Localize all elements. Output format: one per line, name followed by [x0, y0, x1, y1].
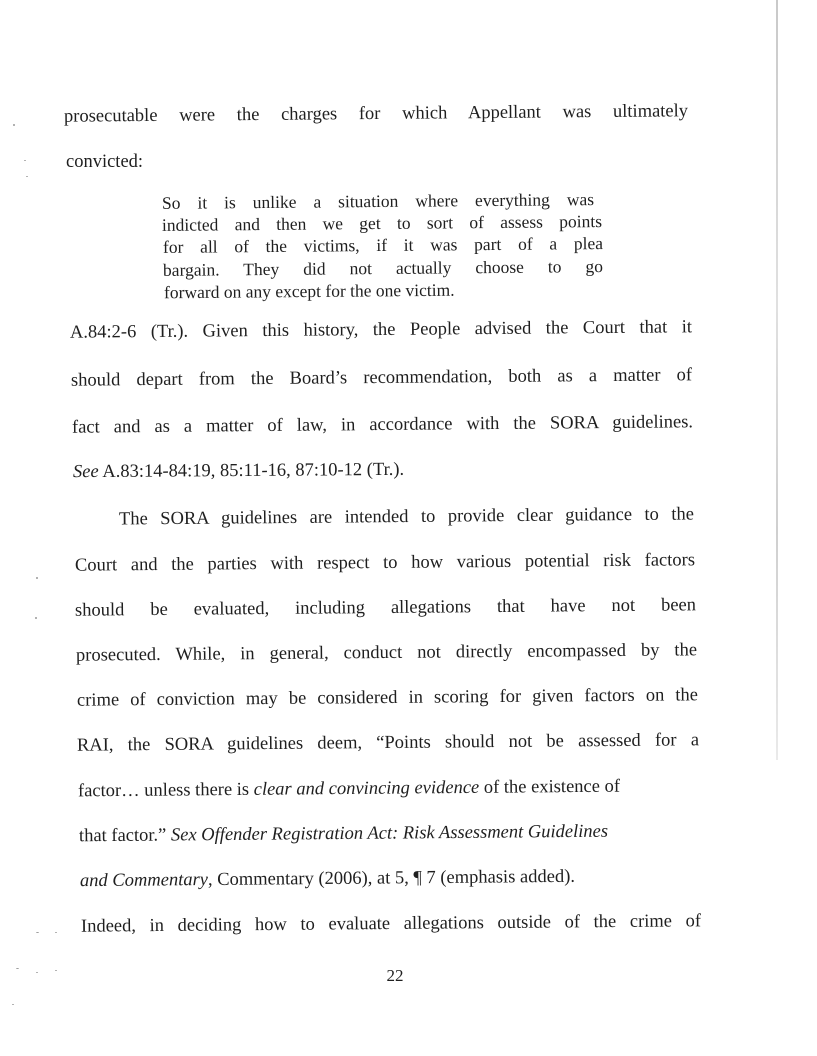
body-text-line: prosecutable were the charges for which Appellant was ultimately	[63, 101, 689, 127]
block-quote-line: for all of the victims, if it was part of a plea	[162, 233, 604, 257]
scan-speck	[16, 968, 19, 969]
scan-speck	[55, 932, 57, 933]
text-run: that factor.”	[78, 825, 172, 847]
block-quote-line: indicted and then we get to sort of assess points	[161, 211, 603, 235]
body-text-line	[79, 820, 608, 849]
scan-edge-line	[776, 0, 778, 760]
body-text-line: should be evaluated, including allegations that have not been	[74, 595, 697, 621]
scan-speck	[36, 577, 38, 579]
body-text-line: prosecuted. While, in general, conduct not directly encompassed by the	[75, 640, 698, 666]
scan-speck	[26, 176, 28, 177]
scan-speck	[35, 617, 37, 619]
scan-speck	[36, 972, 38, 973]
page-number: 22	[386, 966, 404, 985]
block-quote-line: So it is unlike a situation where everything was	[161, 189, 595, 213]
scan-speck	[12, 1004, 14, 1005]
body-text-line: fact and as a matter of law, in accordance with the SORA guidelines.	[71, 412, 694, 438]
text-run: factor… unless there is	[77, 779, 254, 802]
citation-text: A.83:14-84:19, 85:11-16, 87:10-12 (Tr.).	[98, 459, 405, 482]
text-run: of the existence of	[479, 776, 621, 798]
body-text-line: crime of conviction may be considered in scoring for given factors on the	[76, 685, 699, 711]
body-text-line: Indeed, in deciding how to evaluate allegations outside of the crime of	[80, 911, 702, 937]
body-text-line: RAI, the SORA guidelines deem, “Points should not be assessed for a	[76, 730, 700, 756]
body-text-line: A.84:2-6 (Tr.). Given this history, the People advised the Court that it	[69, 317, 693, 343]
emphasis-text: clear and convincing evidence	[253, 777, 480, 800]
source-title: and Commentary	[79, 870, 209, 892]
block-quote-line: forward on any except for the one victim.	[163, 279, 455, 303]
citation-line	[73, 458, 404, 484]
scan-speck	[36, 932, 39, 933]
see-signal: See	[72, 461, 99, 483]
source-title: Sex Offender Registration Act: Risk Assessment Guidelines	[170, 821, 609, 846]
body-text-line: should depart from the Board’s recommendation, both as a matter of	[70, 365, 693, 391]
body-text-line	[80, 865, 575, 893]
body-text-line	[78, 775, 620, 804]
body-text-line: The SORA guidelines are intended to provide clear guidance to the	[118, 504, 695, 530]
text-run: , Commentary (2006), at 5, ¶ 7 (emphasis added).	[207, 866, 576, 891]
body-text-line: convicted:	[66, 152, 144, 172]
scan-speck	[24, 160, 26, 161]
block-quote-line: bargain. They did not actually choose to go	[162, 256, 604, 280]
scan-speck	[55, 970, 57, 971]
body-text-line: Court and the parties with respect to how various potential risk factors	[74, 550, 696, 576]
scan-speck	[13, 124, 15, 126]
